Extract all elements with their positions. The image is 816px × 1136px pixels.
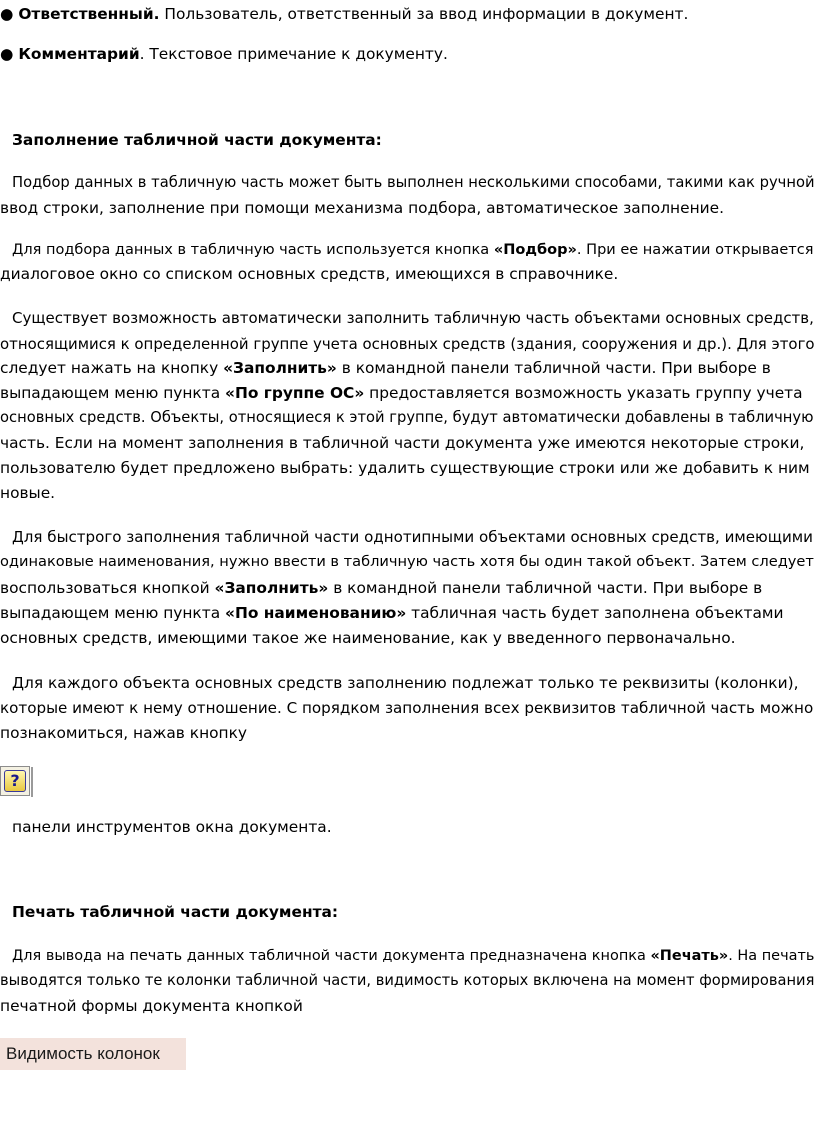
text-line: воспользоваться кнопкой «Заполнить» в командной панели табличной части. При выборе в: [0, 579, 763, 597]
field-comment: [0, 43, 448, 65]
text-line: диалоговое окно со списком основных средств, имеющихся в справочнике.: [0, 265, 619, 283]
text-line: которые имеют к нему отношение. С порядком заполнения всех реквизитов табличной часть можно: [0, 699, 814, 717]
field-term: Комментарий: [18, 45, 140, 63]
bullet: ●: [0, 5, 14, 23]
text-line: познакомиться, нажав кнопку: [0, 724, 248, 742]
column-visibility-button[interactable]: Видимость колонок: [0, 1038, 186, 1070]
text-line: выпадающем меню пункта «По группе ОС» предоставляется возможность указать группу учета: [0, 384, 803, 402]
text-line: новые.: [0, 484, 56, 502]
text-line: следует нажать на кнопку «Заполнить» в командной панели табличной части. При выборе в: [0, 359, 771, 377]
bullet: ●: [0, 45, 14, 63]
text-line: выпадающем меню пункта «По наименованию» табличная часть будет заполнена объектами: [0, 604, 784, 622]
text-line: относящимися к определенной группе учета основных средств (здания, сооружения и др.). Для этого: [0, 335, 815, 353]
text-line: Для вывода на печать данных табличной части документа предназначена кнопка «Печать». На печать: [12, 948, 815, 964]
help-question-icon: ?: [4, 770, 26, 792]
field-desc: . Текстовое примечание к документу.: [139, 45, 448, 63]
field-desc: Пользователь, ответственный за ввод информации в документ.: [159, 5, 689, 23]
text-line: выводятся только те колонки табличной части, видимость которых включена на момент формирования: [0, 972, 815, 989]
text-line: панели инструментов окна документа.: [12, 818, 332, 836]
text-line: Существует возможность автоматически заполнить табличную часть объектами основных средств,: [12, 309, 814, 327]
text-line: Для подбора данных в табличную часть используется кнопка «Подбор». При ее нажатии открывается: [12, 242, 814, 258]
field-term: Ответственный.: [18, 5, 160, 23]
text-line: основных средств, имеющими такое же наименование, как у введенного первоначально.: [0, 629, 736, 647]
text-line: ввод строки, заполнение при помощи механизма подбора, автоматическое заполнение.: [0, 199, 724, 217]
text-line: пользователю будет предложено выбрать: удалить существующие строки или же добавить к ним: [0, 459, 810, 477]
field-responsible: [0, 3, 688, 25]
section-heading-fill: Заполнение табличной части документа:: [12, 131, 382, 149]
section-heading-print: Печать табличной части документа:: [12, 903, 339, 921]
help-button[interactable]: [0, 766, 30, 796]
text-line: основных средств. Объекты, относящиеся к этой группе, будут автоматически добавлены в табличную: [0, 409, 814, 426]
button-divider: [31, 767, 33, 797]
text-line: печатной формы документа кнопкой: [0, 997, 303, 1015]
text-line: Подбор данных в табличную часть может быть выполнен несколькими способами, такими как ручной: [12, 174, 815, 191]
text-line: одинаковые наименования, нужно ввести в табличную часть хотя бы один такой объект. Затем следует: [0, 553, 814, 570]
text-line: часть. Если на момент заполнения в табличной части документа уже имеются некоторые строки,: [0, 434, 805, 452]
text-line: Для быстрого заполнения табличной части однотипными объектами основных средств, имеющими: [12, 528, 813, 546]
text-line: Для каждого объекта основных средств заполнению подлежат только те реквизиты (колонки),: [12, 674, 799, 692]
